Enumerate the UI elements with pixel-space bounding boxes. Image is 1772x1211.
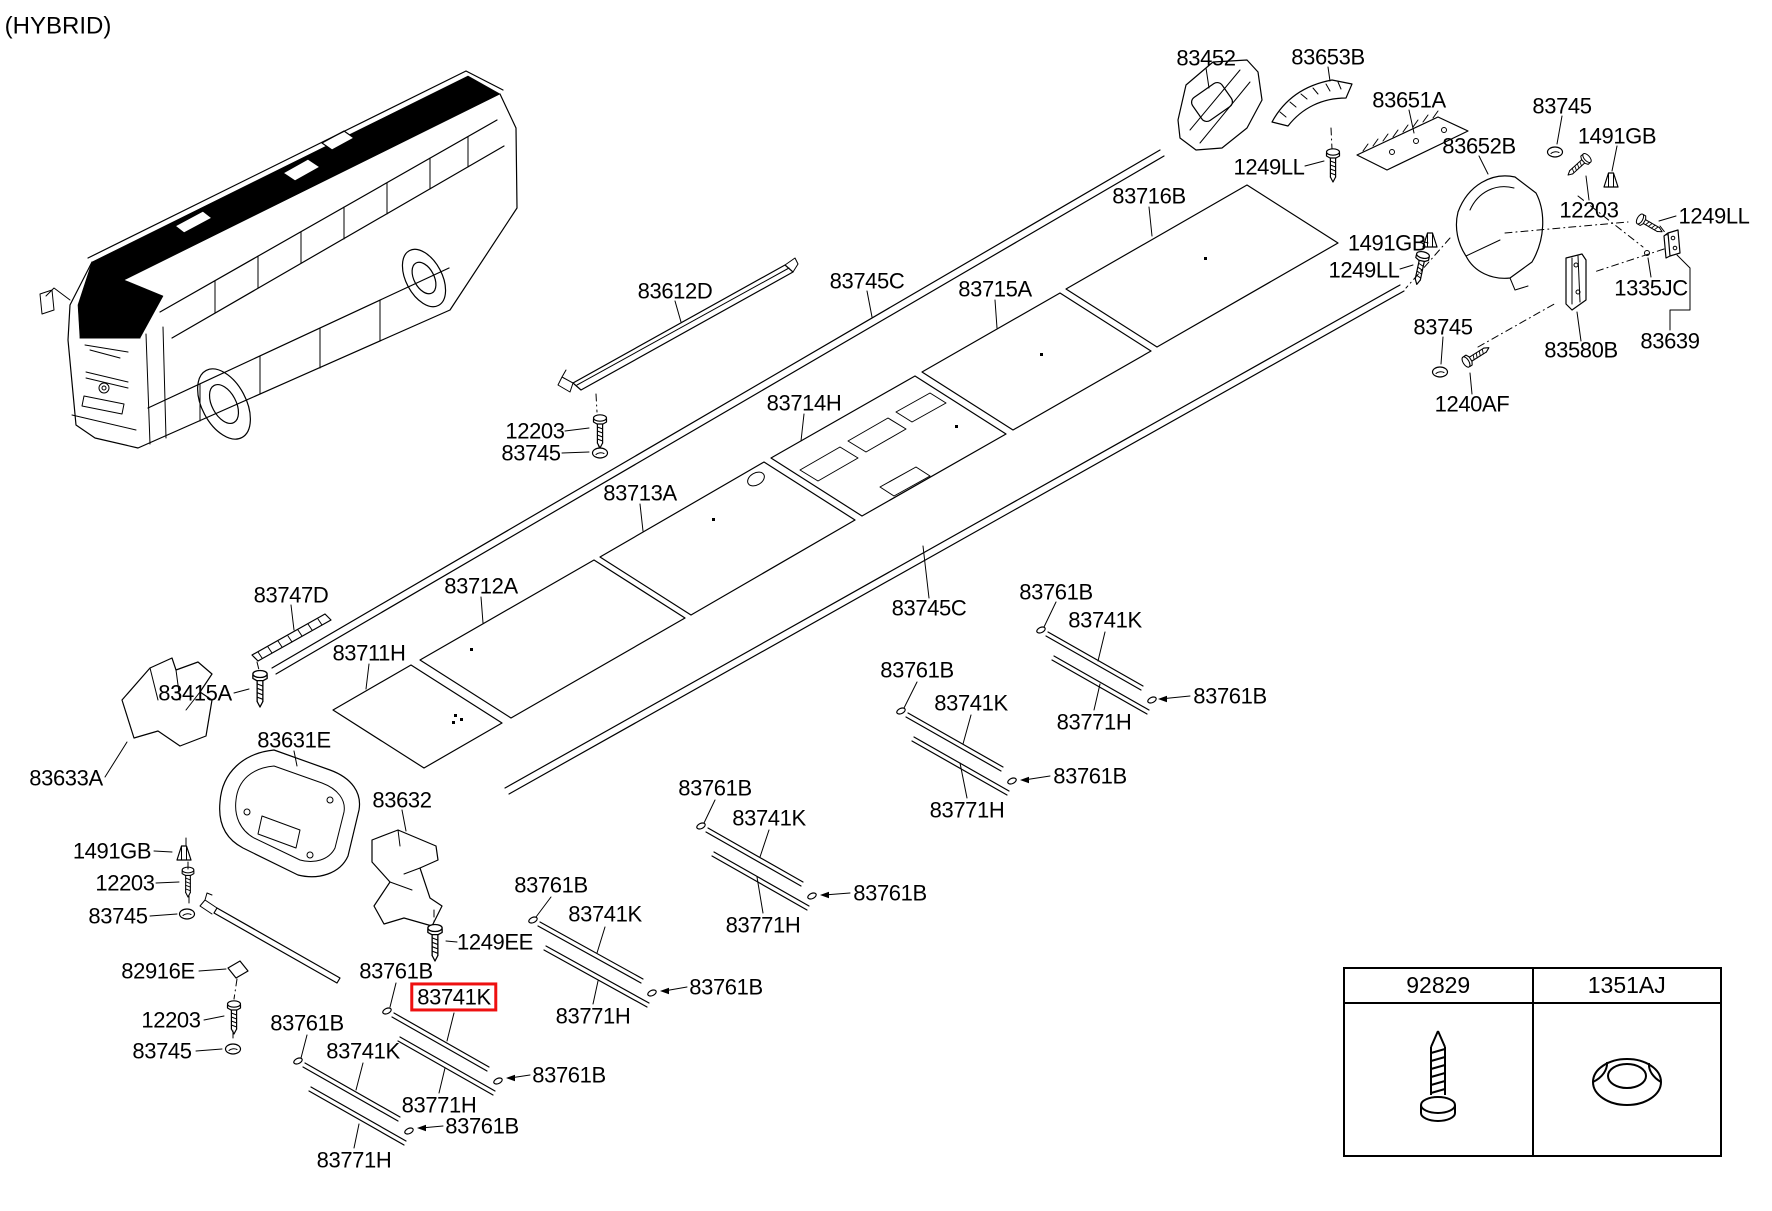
- part-label: 82916E: [121, 958, 195, 984]
- legend-cell-screw: [1345, 1004, 1532, 1155]
- part-label: 83745C: [891, 595, 967, 621]
- part-label: 83745: [1532, 93, 1592, 119]
- part-label: 83761B: [445, 1113, 519, 1139]
- part-label: 83745: [88, 903, 148, 929]
- legend-header-row: [1345, 969, 1720, 1004]
- part-label: 1491GB: [1347, 230, 1427, 256]
- part-label: 83761B: [880, 657, 954, 683]
- part-label: 83612D: [637, 278, 713, 304]
- part-label: 83639: [1640, 328, 1700, 354]
- part-label: 1249LL: [1328, 257, 1400, 283]
- part-label: 83415A: [158, 680, 232, 706]
- part-label: 83761B: [1193, 683, 1267, 709]
- part-label: 83741K: [568, 901, 642, 927]
- part-label-highlighted: 83741K: [410, 982, 497, 1011]
- part-label: 83632: [372, 787, 432, 813]
- part-label: 83712A: [444, 573, 518, 599]
- part-label: 83741K: [934, 690, 1008, 716]
- bracket-83452: [1178, 60, 1262, 150]
- strip-83747D: [252, 614, 331, 661]
- part-label: 83761B: [678, 775, 752, 801]
- part-label: 83452: [1176, 45, 1236, 71]
- part-label: 83580B: [1544, 337, 1618, 363]
- legend-col-header-2: 1351AJ: [1532, 969, 1721, 1002]
- part-label: 83741K: [732, 805, 806, 831]
- part-label: 12203: [505, 418, 565, 444]
- part-label: 83771H: [555, 1003, 631, 1029]
- part-label: 83761B: [853, 880, 927, 906]
- legend-table: [1343, 967, 1722, 1157]
- part-label: 83715A: [958, 276, 1032, 302]
- part-label: 83745: [132, 1038, 192, 1064]
- part-label: 83711H: [332, 640, 406, 666]
- part-label: 83713A: [603, 480, 677, 506]
- legend-body-row: [1345, 1004, 1720, 1155]
- part-label: 83771H: [725, 912, 801, 938]
- part-label: 83761B: [514, 872, 588, 898]
- part-label: 83652B: [1442, 133, 1516, 159]
- part-label: 1249EE: [457, 929, 533, 955]
- part-label: 83761B: [270, 1010, 344, 1036]
- garnish-83652B: [1456, 176, 1542, 290]
- part-label: 83741K: [1068, 607, 1142, 633]
- bus-illustration: [40, 71, 517, 448]
- panel-83631E: [220, 750, 360, 877]
- part-label: 83745: [1413, 314, 1473, 340]
- part-label: 1249LL: [1233, 154, 1305, 180]
- part-label: 83745: [501, 440, 561, 466]
- part-label: 83761B: [689, 974, 763, 1000]
- screw-icon: [1408, 1025, 1468, 1135]
- bracket-83580B: [1566, 254, 1586, 310]
- part-label: 83771H: [929, 797, 1005, 823]
- part-label: 12203: [1559, 197, 1619, 223]
- part-label: 83761B: [1019, 579, 1093, 605]
- part-label: 83761B: [1053, 763, 1127, 789]
- part-label: 83761B: [359, 958, 433, 984]
- part-label: 12203: [141, 1007, 201, 1033]
- part-label: 12203: [95, 870, 155, 896]
- part-label: 83714H: [766, 390, 842, 416]
- legend-col-header-1: 92829: [1406, 972, 1471, 998]
- part-label: 83745C: [829, 268, 905, 294]
- bracket-83632: [372, 830, 442, 926]
- part-label: 1249LL: [1678, 203, 1750, 229]
- part-label: 83747D: [253, 582, 329, 608]
- part-label: 83716B: [1112, 183, 1186, 209]
- part-label: 83741K: [326, 1038, 400, 1064]
- part-label: 1491GB: [1577, 123, 1657, 149]
- part-label: 83761B: [532, 1062, 606, 1088]
- legend-cell-grommet: [1532, 1004, 1721, 1155]
- garnish-83653B: [1272, 80, 1352, 126]
- part-label: 1240AF: [1434, 391, 1510, 417]
- part-label: 83771H: [316, 1147, 392, 1173]
- part-label: 83633A: [29, 765, 103, 791]
- part-label: 1335JC: [1614, 275, 1688, 301]
- part-label: 83771H: [401, 1092, 477, 1118]
- part-label: 83651A: [1372, 87, 1446, 113]
- part-label: (HYBRID): [4, 12, 112, 40]
- part-label: 1491GB: [72, 838, 152, 864]
- grommet-ring-icon: [1577, 1040, 1677, 1120]
- part-label: 83653B: [1291, 44, 1365, 70]
- part-label: 83631E: [257, 727, 331, 753]
- part-label: 83771H: [1056, 709, 1132, 735]
